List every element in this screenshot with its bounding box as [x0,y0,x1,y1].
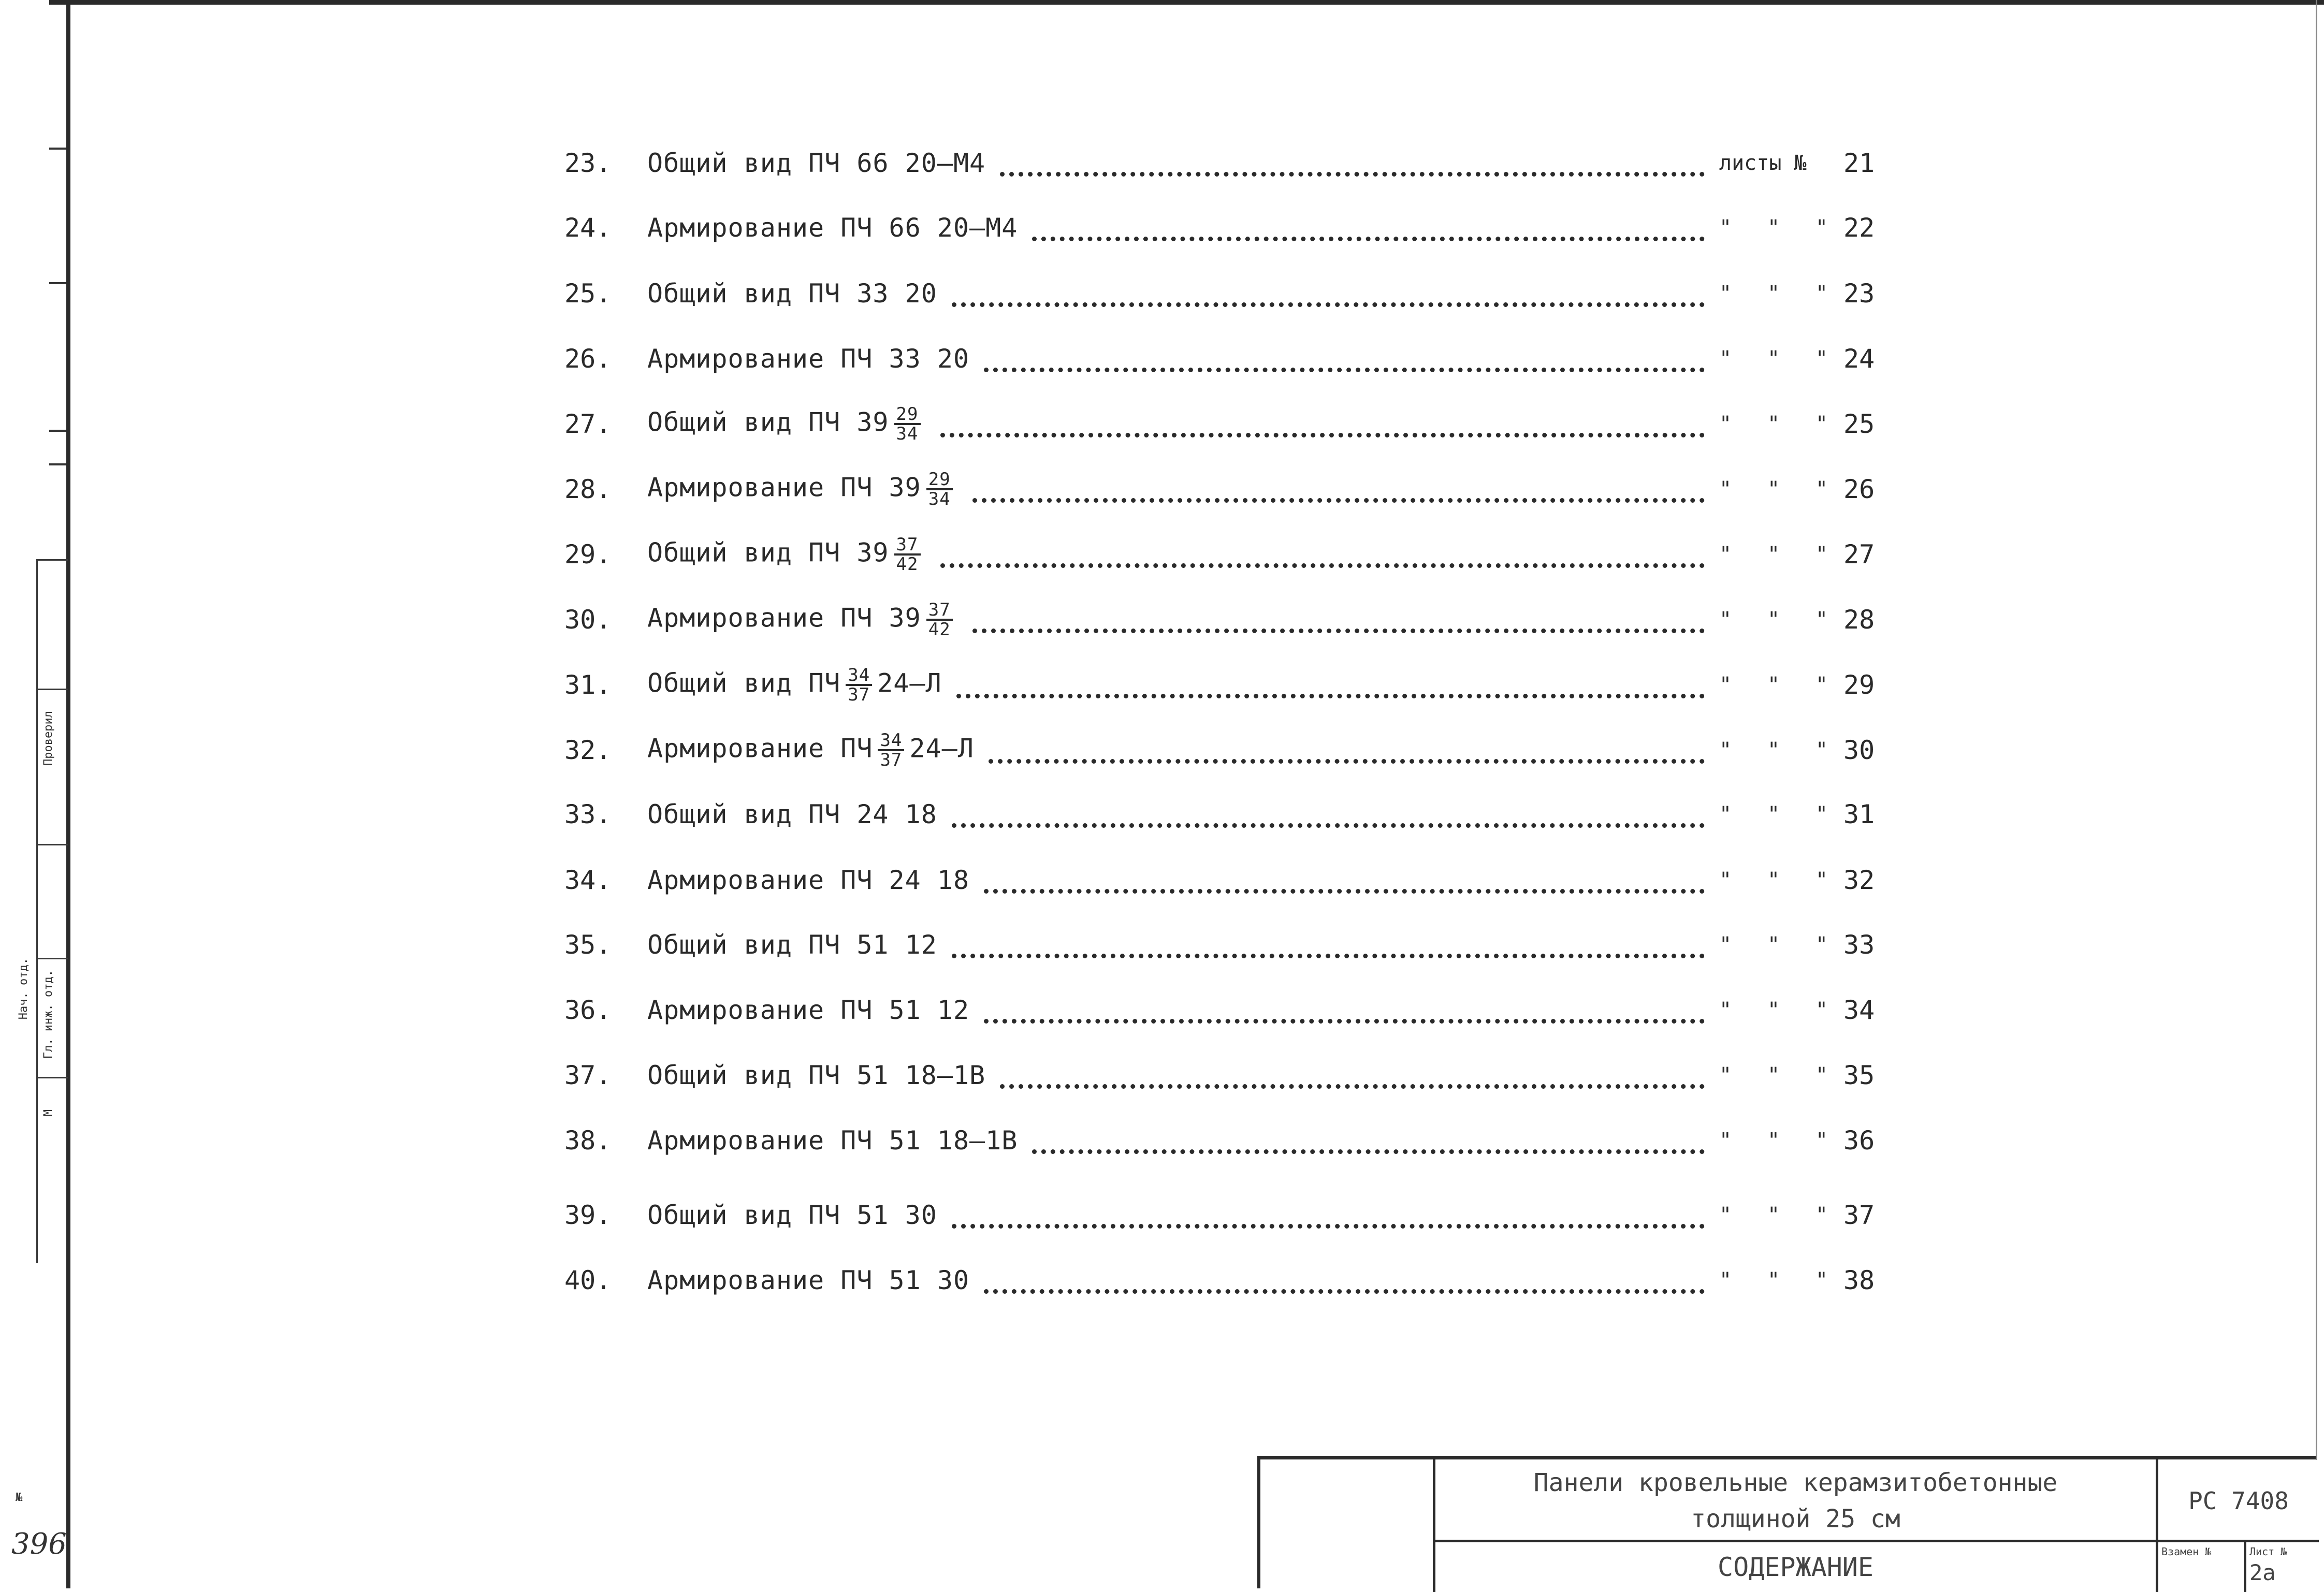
fraction-numerator: 34 [878,732,904,751]
toc-number: 34. [564,865,612,895]
toc-sheet-number: 26 [1843,474,1875,504]
ditto-mark: " [1815,933,1828,957]
strip-cell [38,559,68,690]
toc-number: 28. [564,474,612,504]
ditto-mark: " [1767,282,1780,305]
frame-top-border [49,0,2324,5]
toc-title-text: Армирование ПЧ 24 18 [647,865,970,895]
toc-sheet-number: 25 [1843,409,1875,439]
toc-row [564,1052,1890,1099]
toc-sheet-number: 36 [1843,1126,1875,1156]
ditto-mark: " [1815,738,1828,762]
dot-leader [952,801,1705,828]
toc-row [564,1257,1890,1304]
toc-ditto [1719,998,1843,1022]
toc-title [647,1126,1018,1156]
toc-ditto [1719,543,1843,566]
toc-title-text: Общий вид ПЧ 39 [647,407,889,437]
toc-sheet-number: 23 [1843,279,1875,309]
toc-sheet-number: 38 [1843,1265,1875,1295]
toc-title-text: Общий вид ПЧ 33 20 [647,279,937,309]
ditto-mark: " [1719,608,1732,632]
ditto-mark: " [1719,1129,1732,1152]
ditto-mark: " [1767,673,1780,697]
ditto-mark: " [1767,998,1780,1022]
toc-title-text: Армирование ПЧ [647,733,873,764]
ditto-mark: листы № [1719,151,1807,175]
strip-cell [38,689,68,845]
ditto-mark: " [1767,738,1780,762]
dot-leader [984,997,1705,1024]
toc-number: 40. [564,1265,612,1295]
ditto-mark: " [1719,1203,1732,1227]
toc-sheet-number: 29 [1843,670,1875,700]
toc-sheet-number: 31 [1843,799,1875,829]
sheet-title: СОДЕРЖАНИЕ [1435,1542,2158,1592]
toc-title-text: Армирование ПЧ 66 20–М4 [647,213,1018,243]
ditto-mark: " [1815,673,1828,697]
toc-title [647,471,958,508]
toc-number: 36. [564,995,612,1025]
dot-leader [1000,150,1705,177]
toc-title-text: Общий вид ПЧ 51 12 [647,930,937,960]
toc-ditto [1719,1203,1843,1227]
ditto-mark: " [1815,347,1828,371]
ditto-mark: " [1767,1063,1780,1087]
toc-fraction [926,471,953,508]
toc-number: 29. [564,539,612,569]
toc-title [647,1265,969,1295]
toc-row [564,596,1890,643]
sheet-number-value: 2а [2249,1560,2276,1585]
dot-leader [984,1267,1705,1294]
ditto-mark: " [1815,477,1828,501]
ditto-mark: " [1767,933,1780,957]
frame-right-border [2316,0,2317,1460]
title-line-2: толщиной 25 см [1691,1505,1900,1533]
replaces-cell [2158,1542,2246,1592]
toc-number: 39. [564,1200,612,1230]
toc-title-text: Армирование ПЧ 39 [647,603,921,633]
toc-fraction [894,536,921,573]
ditto-mark: " [1719,1268,1732,1292]
toc-title-text: Армирование ПЧ 51 12 [647,995,970,1025]
toc-ditto [1719,608,1843,632]
dot-leader [989,737,1705,764]
ditto-mark: " [1767,1268,1780,1292]
toc-title-text: Армирование ПЧ 51 18–1В [647,1126,1018,1156]
toc-row [564,791,1890,838]
toc-fraction [926,601,953,638]
replaces-label: Взамен № [2161,1545,2212,1558]
strip-label-checked: Проверил [42,711,55,766]
toc-title [647,1200,937,1230]
ditto-mark: " [1719,282,1732,305]
dot-leader [1000,1062,1705,1089]
document-code: РС 7408 [2158,1459,2319,1542]
ditto-mark: " [1815,1129,1828,1152]
ditto-mark: " [1719,477,1732,501]
toc-title [647,930,937,960]
toc-title-text: Общий вид ПЧ [647,668,841,698]
ditto-mark: " [1767,1129,1780,1152]
toc-ditto [1719,151,1843,175]
toc-title-suffix: 24–Л [909,733,974,764]
toc-title-text: Армирование ПЧ 51 30 [647,1265,970,1295]
toc-number: 35. [564,930,612,960]
toc-sheet-number: 32 [1843,865,1875,895]
fraction-denominator: 37 [848,684,870,705]
toc-ditto [1719,673,1843,697]
toc-row [564,1117,1890,1164]
toc-row [564,205,1890,251]
toc-number: 24. [564,213,612,243]
ditto-mark: " [1767,868,1780,892]
toc-ditto [1719,347,1843,371]
toc-title-text: Общий вид ПЧ 39 [647,537,889,568]
toc-title-suffix: 24–Л [877,668,942,698]
ditto-mark: " [1767,347,1780,371]
handwritten-number: 396 [11,1527,67,1561]
fraction-denominator: 42 [896,554,919,575]
toc-title-text: Общий вид ПЧ 51 18–1В [647,1060,986,1090]
dot-leader [940,542,1705,568]
toc-title [647,213,1018,243]
toc-title-text: Армирование ПЧ 33 20 [647,344,970,374]
dot-leader [972,607,1705,633]
toc-sheet-number: 37 [1843,1200,1875,1230]
toc-title [647,601,958,638]
toc-ditto [1719,282,1843,305]
toc-number: 26. [564,344,612,374]
strip-label-chief-engineer: Гл. инж. отд. [42,970,55,1059]
toc-row [564,270,1890,317]
toc-title [647,799,937,829]
ditto-mark: " [1719,1063,1732,1087]
ditto-mark: " [1815,608,1828,632]
toc-ditto [1719,933,1843,957]
toc-number: 27. [564,409,612,439]
toc-title-text: Общий вид ПЧ 24 18 [647,799,937,829]
margin-tick [49,430,66,432]
ditto-mark: " [1767,477,1780,501]
dot-leader [952,932,1705,958]
toc-title-text: Общий вид ПЧ 51 30 [647,1200,937,1230]
ditto-mark: " [1815,802,1828,826]
sheet-number-label: Лист № [2249,1545,2287,1558]
ditto-mark: " [1719,543,1732,566]
toc-row [564,531,1890,578]
strip-label-marker: М [42,1109,55,1117]
toc-number: 32. [564,735,612,765]
ditto-mark: " [1719,998,1732,1022]
ditto-mark: " [1719,868,1732,892]
approval-strip [17,559,68,1263]
title-block-cells [2158,1542,2319,1592]
toc-sheet-number: 30 [1843,735,1875,765]
ditto-mark: " [1815,412,1828,436]
fraction-numerator: 37 [926,601,953,621]
toc-row [564,335,1890,382]
toc-row [564,466,1890,513]
dot-leader [940,411,1705,437]
toc-ditto [1719,477,1843,501]
ditto-mark: " [1767,608,1780,632]
toc-number: 30. [564,605,612,635]
title-line-1: Панели кровельные керамзитобетонные [1533,1468,2058,1497]
toc-number: 23. [564,148,612,178]
title-block [1257,1456,2316,1588]
toc-title [647,865,969,895]
fraction-denominator: 34 [896,423,919,444]
ditto-mark: " [1719,347,1732,371]
title-block-title [1435,1459,2158,1542]
toc-number: 31. [564,670,612,700]
ditto-mark: " [1767,802,1780,826]
toc-row [564,1192,1890,1238]
toc-sheet-number: 24 [1843,344,1875,374]
toc-sheet-number: 35 [1843,1060,1875,1090]
strip-cell [38,1077,68,1265]
dot-leader [1032,215,1705,241]
ditto-mark: " [1815,216,1828,240]
toc-ditto [1719,738,1843,762]
toc-number: 37. [564,1060,612,1090]
toc-sheet-number: 21 [1843,148,1875,178]
toc-title [647,536,926,573]
ditto-mark: " [1815,1203,1828,1227]
toc-title [647,666,942,704]
ditto-mark: " [1719,673,1732,697]
inventory-number-label: № [16,1491,23,1504]
ditto-mark: " [1815,282,1828,305]
toc-title [647,148,985,178]
toc-title [647,1060,985,1090]
toc-fraction [894,405,921,443]
fraction-numerator: 29 [894,405,921,425]
fraction-denominator: 42 [928,619,951,640]
ditto-mark: " [1719,802,1732,826]
toc-row [564,662,1890,708]
ditto-mark: " [1767,412,1780,436]
toc-ditto [1719,1129,1843,1152]
ditto-mark: " [1815,1268,1828,1292]
title-block-blank-column [1260,1459,1435,1592]
ditto-mark: " [1815,998,1828,1022]
toc-fraction [878,732,904,769]
sheet-number-cell [2246,1542,2319,1592]
margin-tick [49,148,66,150]
toc-row [564,727,1890,773]
ditto-mark: " [1719,933,1732,957]
fraction-denominator: 37 [880,750,903,770]
toc-row [564,140,1890,186]
toc-row [564,922,1890,968]
ditto-mark: " [1719,216,1732,240]
toc-title [647,995,969,1025]
dot-leader [1032,1128,1705,1154]
toc-title-text: Армирование ПЧ 39 [647,472,921,503]
dot-leader [984,346,1705,372]
dot-leader [952,1202,1705,1229]
fraction-numerator: 37 [894,536,921,556]
fraction-numerator: 34 [846,666,872,686]
dot-leader [984,867,1705,894]
toc-sheet-number: 22 [1843,213,1875,243]
toc-ditto [1719,216,1843,240]
toc-row [564,401,1890,447]
toc-title-text: Общий вид ПЧ 66 20–М4 [647,148,986,178]
toc-ditto [1719,1063,1843,1087]
strip-cell [38,958,68,1078]
toc-row [564,857,1890,903]
toc-row [564,987,1890,1033]
toc-number: 33. [564,799,612,829]
toc-number: 38. [564,1126,612,1156]
fraction-numerator: 29 [926,471,953,490]
ditto-mark: " [1815,1063,1828,1087]
toc-ditto [1719,868,1843,892]
toc-ditto [1719,412,1843,436]
ditto-mark: " [1815,868,1828,892]
toc-ditto [1719,802,1843,826]
toc-ditto [1719,1268,1843,1292]
ditto-mark: " [1719,412,1732,436]
ditto-mark: " [1767,216,1780,240]
margin-tick [49,463,66,465]
toc-sheet-number: 34 [1843,995,1875,1025]
toc-sheet-number: 27 [1843,539,1875,569]
ditto-mark: " [1767,543,1780,566]
dot-leader [972,476,1705,503]
fraction-denominator: 34 [928,489,951,509]
strip-cell [38,844,68,959]
toc-title [647,344,969,374]
toc-fraction [846,666,872,704]
dot-leader [952,281,1705,307]
toc-sheet-number: 33 [1843,930,1875,960]
toc-title [647,405,926,443]
toc-title [647,732,974,769]
ditto-mark: " [1719,738,1732,762]
dot-leader [956,672,1705,698]
toc-title [647,279,937,309]
ditto-mark: " [1815,543,1828,566]
toc-sheet-number: 28 [1843,605,1875,635]
strip-label-head-dept: Нач. отд. [17,958,30,1020]
ditto-mark: " [1767,1203,1780,1227]
toc-number: 25. [564,279,612,309]
margin-tick [49,282,66,284]
